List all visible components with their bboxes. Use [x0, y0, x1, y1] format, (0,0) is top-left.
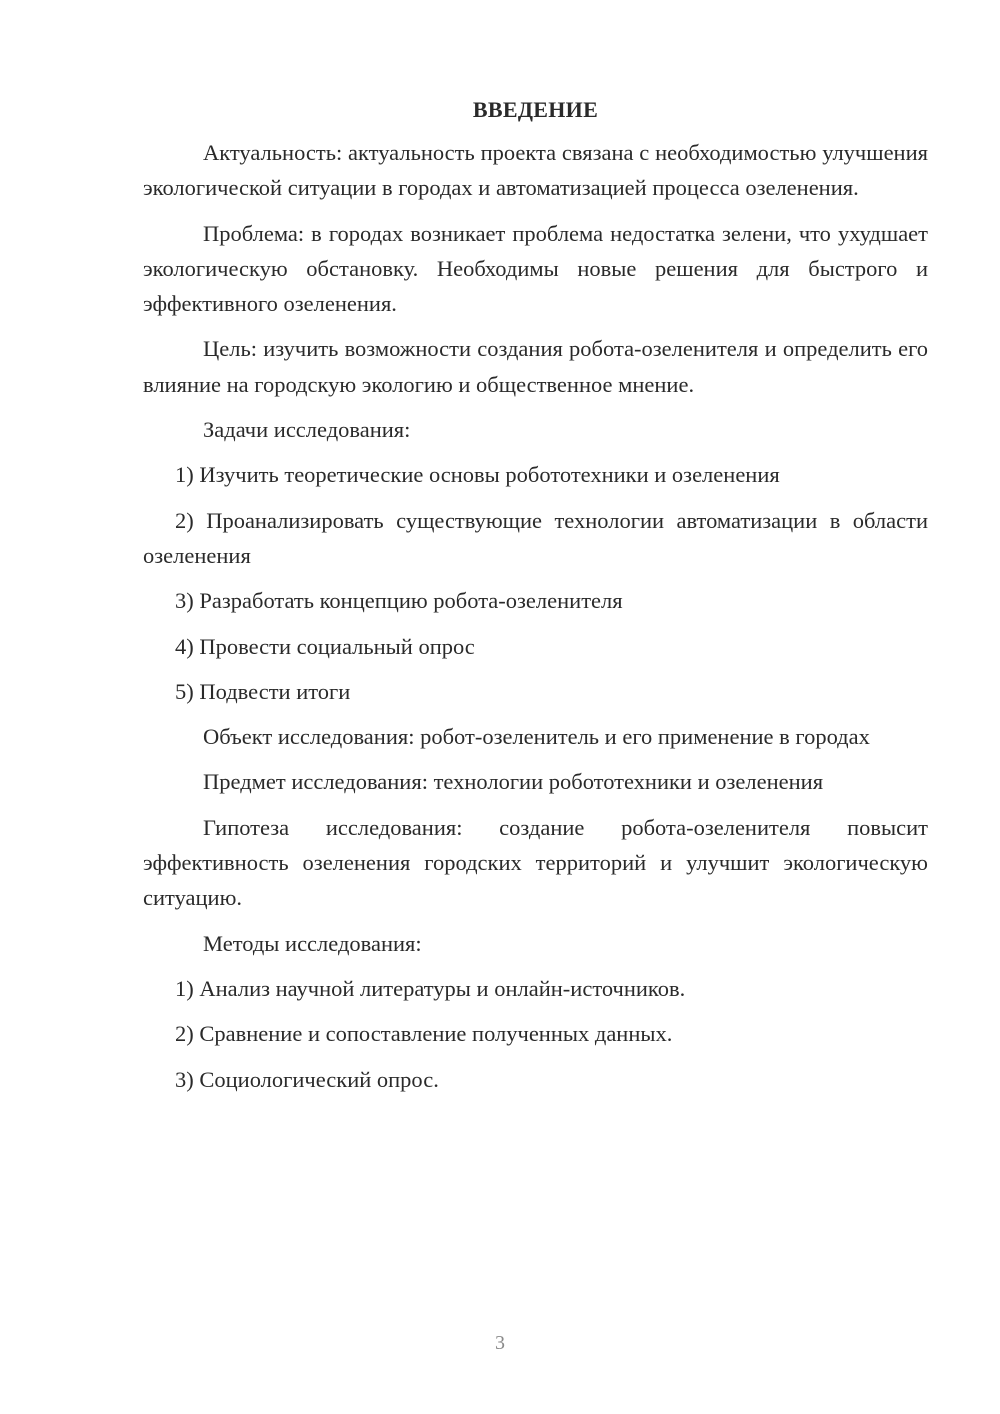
- task-item-4: 4) Провести социальный опрос: [175, 633, 475, 659]
- subject-paragraph: Предмет исследования: технологии робототехники и озеленения: [203, 769, 824, 795]
- document-page: [143, 92, 928, 1107]
- task-item-5: 5) Подвести итоги: [175, 678, 351, 704]
- task-item-2: 2) Проанализировать существующие технологии автоматизации в области озеленения: [143, 507, 928, 568]
- goal-paragraph: Цель: изучить возможности создания робота-озеленителя и определить его влияние на городскую экологию и общественное мнение.: [143, 336, 928, 397]
- task-item-3: 3) Разработать концепцию робота-озеленителя: [175, 588, 623, 614]
- hypothesis-paragraph: Гипотеза исследования: создание робота-озеленителя повысит эффективность озеленения городских территорий и улучшит экологическую ситуацию.: [143, 814, 928, 911]
- tasks-heading: Задачи исследования:: [203, 417, 411, 443]
- method-item-2: 2) Сравнение и сопоставление полученных данных.: [175, 1021, 673, 1047]
- relevance-paragraph: Актуальность: актуальность проекта связана с необходимостью улучшения экологической ситуации в городах и автоматизацией процесса озеленения.: [143, 140, 928, 201]
- page-number: 3: [495, 1332, 505, 1354]
- object-paragraph: Объект исследования: робот-озеленитель и его применение в городах: [203, 724, 870, 750]
- methods-heading: Методы исследования:: [203, 930, 422, 956]
- section-heading: ВВЕДЕНИЕ: [472, 97, 599, 122]
- method-item-1: 1) Анализ научной литературы и онлайн-источников.: [175, 975, 686, 1001]
- task-item-1: 1) Изучить теоретические основы робототехники и озеленения: [175, 462, 780, 488]
- problem-paragraph: Проблема: в городах возникает проблема недостатка зелени, что ухудшает экологическую обстановку. Необходимы новые решения для быстрого и эффективного озеленения.: [143, 220, 928, 317]
- method-item-3: 3) Социологический опрос.: [175, 1066, 439, 1092]
